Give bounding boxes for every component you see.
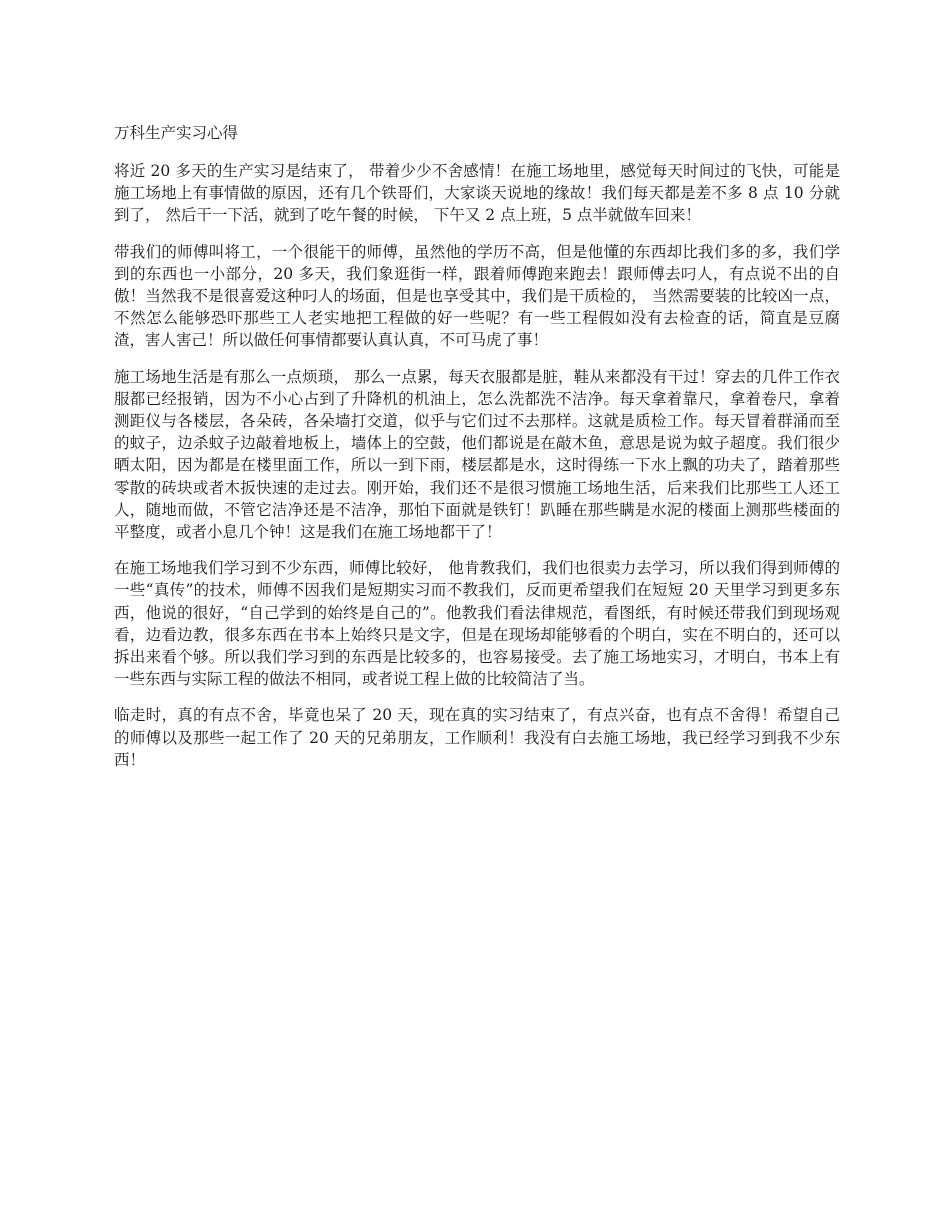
document-title: 万科生产实习心得 xyxy=(114,124,239,142)
paragraph-2: 带我们的师傅叫将工，一个很能干的师傅，虽然他的学历不高，但是他懂的东西却比我们多的多，我们学到的东西也一小部分，20 多天，我们象逛街一样，跟着师傅跑来跑去！跟师傅去叼人，有点说不出的自傲！当然我不是很喜爱这种叼人的场面，但是也享受其中，我们是干质检的， 当然需要装的比较凶一点，不然怎么能够恐吓那些工人老实地把工程做的好一些呢？有一些工程假如没有去检查的话，简直是豆腐渣，害人害己！所以做任何事情都要认真认真，不可马虎了事！ xyxy=(114,242,840,350)
paragraph-3: 施工场地生活是有那么一点烦琐， 那么一点累，每天衣服都是脏，鞋从来都没有干过！穿去的几件工作衣服都已经报销，因为不小心占到了升降机的机油上，怎么洗都洗不洁净。每天拿着靠尺，拿着卷尺，拿着测距仪与各楼层，各朵砖，各朵墙打交道，似乎与它们过不去那样。这就是质检工作。每天冒着群涌而至的蚊子，边杀蚊子边敲着地板上，墙体上的空鼓，他们都说是在敲木鱼，意思是说为蚊子超度。我们很少晒太阳，因为都是在楼里面工作，所以一到下雨，楼层都是水，这时得练一下水上飘的功夫了，踏着那些零散的砖块或者木扳快速的走过去。刚开始，我们还不是很习惯施工场地生活，后来我们比那些工人还工人，随地而做，不管它洁净还是不洁净，那怕下面就是铁钉！趴睡在那些瞒是水泥的楼面上测那些楼面的平整度，或者小息几个钟！这是我们在施工场地都干了！ xyxy=(114,367,840,542)
paragraph-5: 临走时，真的有点不舍，毕竟也呆了 20 天，现在真的实习结束了，有点兴奋，也有点不舍得！希望自己的师傅以及那些一起工作了 20 天的兄弟朋友，工作顺利！我没有白去施工场地，我已经学习到我不少东西！ xyxy=(114,706,840,769)
paragraph-1: 将近 20 多天的生产实习是结束了， 带着少少不舍感情！在施工场地里，感觉每天时间过的飞快，可能是施工场地上有事情做的原因，还有几个铁哥们，大家谈天说地的缘故！我们每天都是差不多 8 点 10 分就到了， 然后干一下活，就到了吃午餐的时候， 下午又 2 点上班，5 点半就做车回来！ xyxy=(114,162,840,225)
document-page xyxy=(114,122,840,785)
paragraph-4: 在施工场地我们学习到不少东西，师傅比较好， 他肯教我们，我们也很卖力去学习，所以我们得到师傅的一些“真传”的技术，师傅不因我们是短期实习而不教我们，反而更希望我们在短短 20 天里学习到更多东西，他说的很好，“自己学到的始终是自己的”。他教我们看法律规范，看图纸，有时候还带我们到现场观看，边看边教，很多东西在书本上始终只是文字，但是在现场却能够看的个明白，实在不明白的，还可以拆出来看个够。所以我们学习到的东西是比较多的，也容易接受。去了施工场地实习，才明白，书本上有一些东西与实际工程的做法不相同，或者说工程上做的比较简洁了当。 xyxy=(114,559,840,689)
